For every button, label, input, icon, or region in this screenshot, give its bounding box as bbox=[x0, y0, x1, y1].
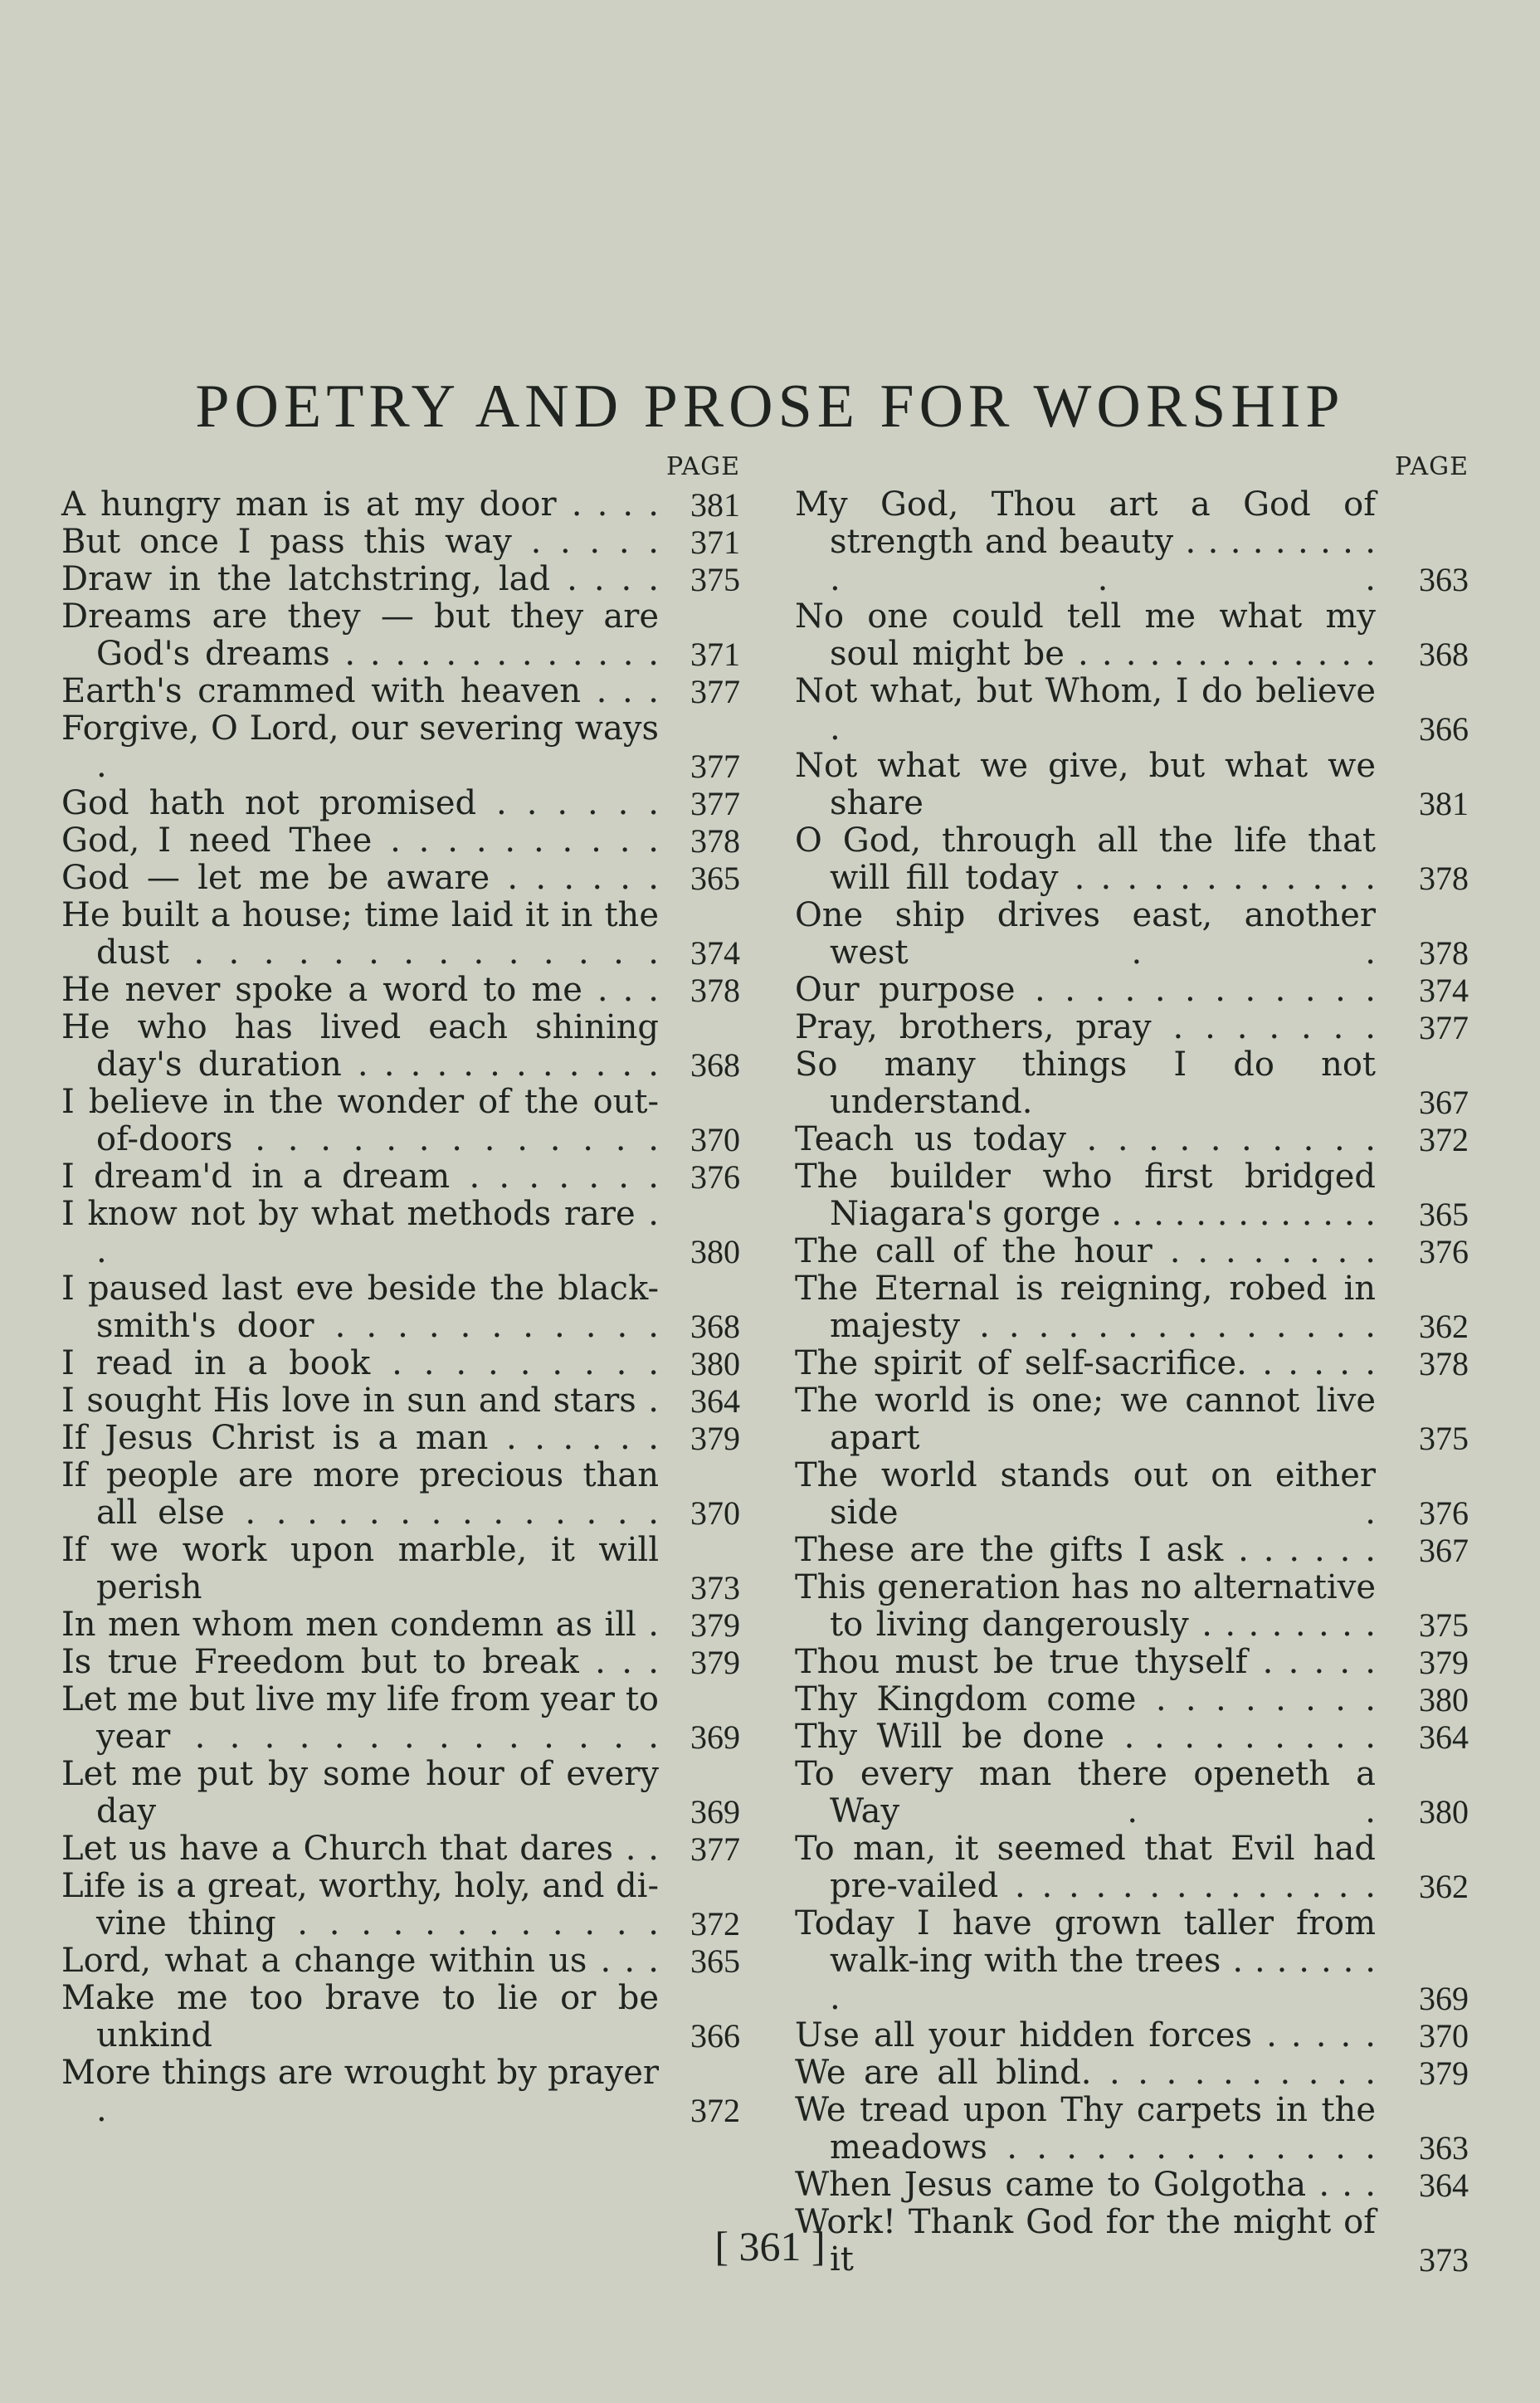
entry-page-number: 373 bbox=[690, 1569, 740, 1606]
index-entry bbox=[61, 1868, 740, 1942]
page-column-header: PAGE bbox=[1395, 452, 1469, 481]
entry-title: Today I have grown taller from walk-ing with the trees . . . . . . . . bbox=[795, 1904, 1376, 2017]
entry-title: I know not by what methods rare . . bbox=[61, 1195, 659, 1270]
entry-page-number: 376 bbox=[1419, 1233, 1469, 1270]
entry-title: I sought His love in sun and stars . bbox=[61, 1382, 659, 1420]
entry-title: We are all blind. . . . . . . . . . . bbox=[795, 2054, 1376, 2092]
entry-page-number: 378 bbox=[1419, 860, 1469, 897]
index-entry bbox=[795, 1756, 1469, 1830]
entry-title: God — let me be aware . . . . . . bbox=[61, 859, 659, 897]
entry-page-number: 367 bbox=[1419, 1532, 1469, 1569]
entry-title: Our purpose . . . . . . . . . . . . bbox=[795, 971, 1376, 1009]
index-entry bbox=[795, 1233, 1469, 1270]
entry-page-number: 378 bbox=[1419, 934, 1469, 972]
index-entry bbox=[61, 561, 740, 598]
entry-page-number: 369 bbox=[1419, 1980, 1469, 2017]
entry-page-number: 379 bbox=[690, 1420, 740, 1457]
entry-title: The world stands out on either side . bbox=[795, 1456, 1376, 1532]
entry-title: Work! Thank God for the might of it bbox=[795, 2203, 1376, 2279]
entry-title: One ship drives east, another west . . bbox=[795, 896, 1376, 972]
entry-page-number: 370 bbox=[1419, 2017, 1469, 2054]
entry-title: Pray, brothers, pray . . . . . . . bbox=[795, 1008, 1376, 1046]
index-entry bbox=[61, 1382, 740, 1420]
entry-title: Life is a great, worthy, holy, and di-vine thing . . . . . . . . . . . . bbox=[61, 1867, 659, 1942]
entry-page-number: 368 bbox=[690, 1046, 740, 1084]
entry-title: To every man there openeth a Way . . bbox=[795, 1755, 1376, 1830]
index-entry bbox=[61, 1606, 740, 1644]
entry-title: The Eternal is reigning, robed in majesty . . . . . . . . . . . . . . bbox=[795, 1270, 1376, 1345]
entry-page-number: 378 bbox=[690, 822, 740, 860]
index-entry bbox=[61, 860, 740, 897]
index-entry bbox=[61, 1270, 740, 1345]
index-entry bbox=[795, 1569, 1469, 1644]
index-entry bbox=[61, 1457, 740, 1532]
entry-page-number: 369 bbox=[690, 1793, 740, 1830]
entry-title: I believe in the wonder of the out-of-doors . . . . . . . . . . . . . bbox=[61, 1083, 659, 1158]
entry-title: My God, Thou art a God of strength and beauty . . . . . . . . . . . . bbox=[795, 485, 1376, 598]
index-entry bbox=[795, 2017, 1469, 2054]
index-entry bbox=[61, 972, 740, 1009]
index-entry bbox=[61, 1158, 740, 1196]
index-entry bbox=[795, 822, 1469, 897]
entry-title: God hath not promised . . . . . . bbox=[61, 784, 659, 822]
index-entry bbox=[61, 1532, 740, 1606]
entry-page-number: 372 bbox=[690, 2092, 740, 2129]
entry-title: The call of the hour . . . . . . . . bbox=[795, 1232, 1376, 1270]
entry-page-number: 379 bbox=[690, 1606, 740, 1644]
page-column-header: PAGE bbox=[666, 452, 740, 481]
entry-page-number: 375 bbox=[1419, 1420, 1469, 1457]
index-columns bbox=[61, 448, 1469, 2279]
entry-page-number: 370 bbox=[690, 1494, 740, 1532]
entry-page-number: 374 bbox=[690, 934, 740, 972]
entry-title: These are the gifts I ask . . . . . . bbox=[795, 1531, 1376, 1569]
index-entry bbox=[795, 1644, 1469, 1681]
entry-page-number: 364 bbox=[1419, 2167, 1469, 2204]
entry-title: Not what, but Whom, I do believe . bbox=[795, 672, 1376, 748]
index-entry bbox=[795, 1681, 1469, 1718]
entry-title: In men whom men condemn as ill . bbox=[61, 1606, 659, 1644]
entry-title: Let me but live my life from year to year . . . . . . . . . . . . . . bbox=[61, 1680, 659, 1756]
entry-title: Let me put by some hour of every day bbox=[61, 1755, 659, 1830]
entry-title: Lord, what a change within us . . . bbox=[61, 1942, 659, 1980]
left-entries bbox=[61, 486, 740, 2129]
index-entry bbox=[795, 1457, 1469, 1532]
entry-page-number: 366 bbox=[1419, 710, 1469, 748]
entry-page-number: 381 bbox=[1419, 785, 1469, 822]
index-entry bbox=[795, 1158, 1469, 1233]
index-entry bbox=[61, 897, 740, 972]
entry-title: God, I need Thee . . . . . . . . . . bbox=[61, 821, 659, 860]
entry-title: Thy Kingdom come . . . . . . . . bbox=[795, 1680, 1376, 1718]
entry-page-number: 377 bbox=[690, 1830, 740, 1868]
entry-page-number: 364 bbox=[690, 1382, 740, 1420]
index-entry bbox=[795, 673, 1469, 748]
index-entry bbox=[795, 1382, 1469, 1457]
index-entry bbox=[61, 710, 740, 785]
entry-page-number: 377 bbox=[1419, 1009, 1469, 1046]
index-entry bbox=[795, 972, 1469, 1009]
left-column bbox=[61, 448, 740, 2279]
entry-page-number: 362 bbox=[1419, 1868, 1469, 1905]
entry-page-number: 367 bbox=[1419, 1084, 1469, 1121]
entry-title: Thou must be true thyself . . . . . bbox=[795, 1643, 1376, 1681]
entry-title: Not what we give, but what we share bbox=[795, 747, 1376, 822]
right-column bbox=[795, 448, 1469, 2279]
index-entry bbox=[61, 1756, 740, 1830]
entry-title: Earth's crammed with heaven . . . bbox=[61, 672, 659, 710]
index-entry bbox=[61, 1420, 740, 1457]
entry-title: If we work upon marble, it will perish bbox=[61, 1531, 659, 1606]
entry-page-number: 368 bbox=[690, 1308, 740, 1345]
entry-page-number: 379 bbox=[1419, 1644, 1469, 1681]
entry-page-number: 365 bbox=[1419, 1196, 1469, 1233]
index-entry bbox=[795, 1905, 1469, 2017]
entry-page-number: 368 bbox=[1419, 636, 1469, 673]
index-entry bbox=[795, 1718, 1469, 1756]
index-entry bbox=[61, 524, 740, 561]
entry-page-number: 372 bbox=[1419, 1121, 1469, 1158]
entry-title: He built a house; time laid it in the dust . . . . . . . . . . . . . . bbox=[61, 896, 659, 972]
entry-page-number: 371 bbox=[690, 636, 740, 673]
entry-title: I read in a book . . . . . . . . . bbox=[61, 1344, 659, 1382]
index-entry bbox=[61, 1830, 740, 1868]
entry-page-number: 363 bbox=[1419, 2129, 1469, 2167]
right-entries bbox=[795, 486, 1469, 2279]
entry-title: Teach us today . . . . . . . . . . bbox=[795, 1120, 1376, 1158]
entry-page-number: 378 bbox=[690, 972, 740, 1009]
entry-title: No one could tell me what my soul might be . . . . . . . . . . . . . bbox=[795, 597, 1376, 673]
index-entry bbox=[795, 2167, 1469, 2204]
entry-title: The builder who first bridged Niagara's gorge . . . . . . . . . . . . . bbox=[795, 1158, 1376, 1233]
entry-page-number: 379 bbox=[690, 1644, 740, 1681]
index-entry bbox=[795, 2054, 1469, 2092]
entry-title: To man, it seemed that Evil had pre-vailed . . . . . . . . . . . . . . bbox=[795, 1830, 1376, 1905]
entry-title: So many things I do not understand. bbox=[795, 1046, 1376, 1121]
entry-page-number: 380 bbox=[690, 1233, 740, 1270]
entry-page-number: 380 bbox=[1419, 1681, 1469, 1718]
entry-title: He who has lived each shining day's duration . . . . . . . . . . . . bbox=[61, 1008, 659, 1084]
entry-title: He never spoke a word to me . . . bbox=[61, 971, 659, 1009]
entry-page-number: 366 bbox=[690, 2017, 740, 2054]
entry-page-number: 370 bbox=[690, 1121, 740, 1158]
index-entry bbox=[61, 1980, 740, 2054]
entry-title: Use all your hidden forces . . . . . bbox=[795, 2016, 1376, 2054]
index-entry bbox=[61, 2054, 740, 2129]
index-entry bbox=[61, 598, 740, 673]
index-entry bbox=[795, 1830, 1469, 1905]
entry-page-number: 375 bbox=[690, 561, 740, 598]
index-entry bbox=[795, 2092, 1469, 2167]
entry-page-number: 369 bbox=[690, 1718, 740, 1756]
index-entry bbox=[61, 1345, 740, 1382]
page-number: [ 361 ] bbox=[714, 2223, 826, 2269]
index-entry bbox=[795, 1121, 1469, 1158]
entry-title: If Jesus Christ is a man . . . . . . bbox=[61, 1419, 659, 1457]
entry-title: Make me too brave to lie or be unkind bbox=[61, 1979, 659, 2054]
entry-page-number: 365 bbox=[690, 1942, 740, 1980]
index-entry bbox=[61, 1196, 740, 1270]
entry-page-number: 376 bbox=[690, 1158, 740, 1196]
entry-title: Let us have a Church that dares . . bbox=[61, 1830, 659, 1868]
entry-page-number: 376 bbox=[1419, 1494, 1469, 1532]
entry-title: Is true Freedom but to break . . . bbox=[61, 1643, 659, 1681]
index-entry bbox=[61, 1009, 740, 1084]
entry-page-number: 371 bbox=[690, 524, 740, 561]
index-entry bbox=[795, 1046, 1469, 1121]
index-entry bbox=[795, 748, 1469, 822]
entry-page-number: 375 bbox=[1419, 1606, 1469, 1644]
entry-page-number: 374 bbox=[1419, 972, 1469, 1009]
entry-page-number: 363 bbox=[1419, 561, 1469, 598]
index-entry bbox=[61, 673, 740, 710]
entry-title: When Jesus came to Golgotha . . . bbox=[795, 2166, 1376, 2204]
index-entry bbox=[795, 486, 1469, 598]
entry-page-number: 378 bbox=[1419, 1345, 1469, 1382]
entry-page-number: 379 bbox=[1419, 2054, 1469, 2092]
entry-title: Dreams are they — but they are God's dreams . . . . . . . . . . . . . bbox=[61, 597, 659, 673]
entry-title: I dream'd in a dream . . . . . . . bbox=[61, 1158, 659, 1196]
entry-page-number: 372 bbox=[690, 1905, 740, 1942]
entry-title: The world is one; we cannot live apart bbox=[795, 1382, 1376, 1457]
entry-page-number: 380 bbox=[1419, 1793, 1469, 1830]
entry-title: I paused last eve beside the black-smith's door . . . . . . . . . . . bbox=[61, 1270, 659, 1345]
index-entry bbox=[795, 1345, 1469, 1382]
index-entry bbox=[795, 1270, 1469, 1345]
index-entry bbox=[61, 785, 740, 822]
index-entry bbox=[61, 486, 740, 524]
entry-page-number: 377 bbox=[690, 673, 740, 710]
entry-page-number: 364 bbox=[1419, 1718, 1469, 1756]
entry-page-number: 365 bbox=[690, 860, 740, 897]
index-entry bbox=[61, 1084, 740, 1158]
index-entry bbox=[61, 1942, 740, 1980]
entry-title: If people are more precious than all else . . . . . . . . . . . . . . bbox=[61, 1456, 659, 1532]
index-entry bbox=[61, 1644, 740, 1681]
entry-title: O God, through all the life that will fill today . . . . . . . . . . . . bbox=[795, 821, 1376, 897]
entry-page-number: 377 bbox=[690, 785, 740, 822]
entry-title: This generation has no alternative to living dangerously . . . . . . . . bbox=[795, 1568, 1376, 1644]
entry-page-number: 380 bbox=[690, 1345, 740, 1382]
index-entry bbox=[61, 822, 740, 860]
index-entry bbox=[795, 598, 1469, 673]
entry-title: Thy Will be done . . . . . . . . . bbox=[795, 1718, 1376, 1756]
index-entry bbox=[795, 1532, 1469, 1569]
entry-title: But once I pass this way . . . . . bbox=[61, 523, 659, 561]
entry-title: Draw in the latchstring, lad . . . . bbox=[61, 560, 659, 598]
entry-title: A hungry man is at my door . . . . bbox=[61, 485, 659, 524]
entry-page-number: 377 bbox=[690, 748, 740, 785]
page-title: POETRY AND PROSE FOR WORSHIP bbox=[195, 372, 1345, 441]
entry-title: The spirit of self-sacrifice. . . . . . bbox=[795, 1344, 1376, 1382]
index-entry bbox=[795, 1009, 1469, 1046]
index-entry bbox=[61, 1681, 740, 1756]
entry-title: More things are wrought by prayer . bbox=[61, 2054, 659, 2129]
entry-title: Forgive, O Lord, our severing ways . bbox=[61, 709, 659, 785]
entry-page-number: 381 bbox=[690, 486, 740, 524]
index-entry bbox=[795, 897, 1469, 972]
entry-page-number: 373 bbox=[1419, 2241, 1469, 2279]
entry-page-number: 362 bbox=[1419, 1308, 1469, 1345]
entry-title: We tread upon Thy carpets in the meadows . . . . . . . . . . . . . bbox=[795, 2091, 1376, 2167]
